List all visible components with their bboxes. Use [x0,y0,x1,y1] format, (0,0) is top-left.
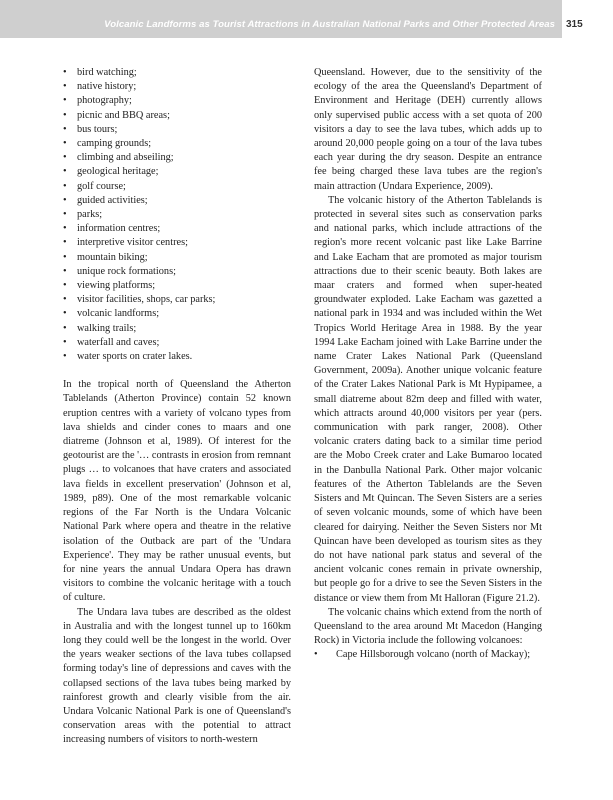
list-item: • climbing and abseiling; [63,151,291,165]
list-item: • interpretive visitor centres; [63,236,291,250]
left-column [63,66,291,748]
list-item: • native history; [63,80,291,94]
paragraph: The volcanic chains which extend from the north of Queensland to the area around Mt Macedon (Hanging Rock) in Victoria include the following volcanoes: [314,606,542,647]
list-item: • photography; [63,94,291,108]
list-item: • waterfall and caves; [63,336,291,350]
paragraph: Queensland. However, due to the sensitivity of the ecology of the area the Queensland's Department of Environment and Heritage (DEH) currently allows only supervised public access with a set quota of 200 visitors a day to see the lava tubes, which adds up to around 20,000 people going on a tour of the lava tubes each year during the dry season. Despite an entrance fee being charged these lava tubes are the region's main attraction (Undara Experience, 2009). [314,67,542,192]
list-item: • mountain biking; [63,251,291,265]
list-item: • camping grounds; [63,137,291,151]
list-item: • volcanic landforms; [63,307,291,321]
running-title: Volcanic Landforms as Tourist Attractions in Australian National Parks and Other Protected Areas [104,19,555,30]
paragraph: The volcanic history of the Atherton Tablelands is protected in several sites such as conservation parks and national parks, which include attractions of the region's more recent volcanic past like Lake Barrine and Lake Eacham that are promoted as major tourism attractions due to their scenic beauty. Both lakes are maar craters and formed when super-heated groundwater exploded. Lake Eacham was gazetted a national park in 1934 and was included within the Wet Tropics World Heritage Area in 1988. By the year 1994 Lake Eacham joined with Lake Barrine under the name Crater Lakes National Park (Queensland Government, 2009a). Another unique volcanic feature of the Crater Lakes National Park is Mt Hypipamee, a small diatreme about 82m deep and filled with water, which attracts around 40,000 visitors per year (pers. communication with park ranger, 2008). Other volcanic craters dating back to a similar time period are the Mobo Creek crater and Lake Bumaroo located in the Danbulla National Park. Other major volcanic features of the Atherton Tablelands are the Seven Sisters and Mt Quincan. The Seven Sisters are a series of seven volcanic mounds, some of which have been cleared for dairying. Neither the Seven Sisters nor Mt Quincan have been developed as tourism sites as they do not have national park status and several of the ancient volcanic cones remain in private ownership, but people go for a drive to see the Seven Sisters in the distance or view them from Mt Halloran (Figure 21.2). [314,194,542,604]
list-item: • walking trails; [63,322,291,336]
paragraph: The Undara lava tubes are described as the oldest in Australia and with the longest tunnel up to 160km long they could well be the longest in the world. Over the years weaker sections of the lava tubes collapsed forming today's line of depressions and caves with the collapsed sections of the lava tubes being marked by rainforest growth and clearly visible from the air. Undara Volcanic National Park is one of Queensland's conservation areas with the potential to attract increasing numbers of visitors to north-western [63,606,291,746]
attractions-list [63,66,291,364]
list-item: • geological heritage; [63,165,291,179]
list-item: • unique rock formations; [63,265,291,279]
page-number: 315 [566,19,583,30]
paragraph: In the tropical north of Queensland the Atherton Tablelands (Atherton Province) contain 52 known eruption centres with a variety of volcano types from lava shields and cinder cones to maars and one diatreme (Johnson et al, 1989). Of interest for the geotourist are the '… contrasts in erosion from remnant plugs … to volcanoes that have craters and associated lava fields in excellent preservation' (Johnson et al, 1989, p89). One of the most remarkable volcanic regions of the Far North is the Undara Volcanic National Park where opera and theatre in the relative isolation of the Outback are part of the 'Undara Experience'. They may be rather unusual events, but for nine years the annual Undara Opera has drawn visitors to combine the volcanic heritage with a touch of culture. [63,379,291,604]
list-item: • guided activities; [63,194,291,208]
list-item: • Cape Hillsborough volcano (north of Mackay); [314,648,542,662]
list-item: • picnic and BBQ areas; [63,109,291,123]
list-item: • visitor facilities, shops, car parks; [63,293,291,307]
list-item: • bird watching; [63,66,291,80]
list-item: • information centres; [63,222,291,236]
running-header [0,0,613,40]
list-item: • bus tours; [63,123,291,137]
list-item: • water sports on crater lakes. [63,350,291,364]
list-item: • parks; [63,208,291,222]
list-item: • viewing platforms; [63,279,291,293]
right-column [314,66,542,663]
spacer [63,364,291,378]
volcanoes-list [314,648,542,662]
list-item: • golf course; [63,180,291,194]
